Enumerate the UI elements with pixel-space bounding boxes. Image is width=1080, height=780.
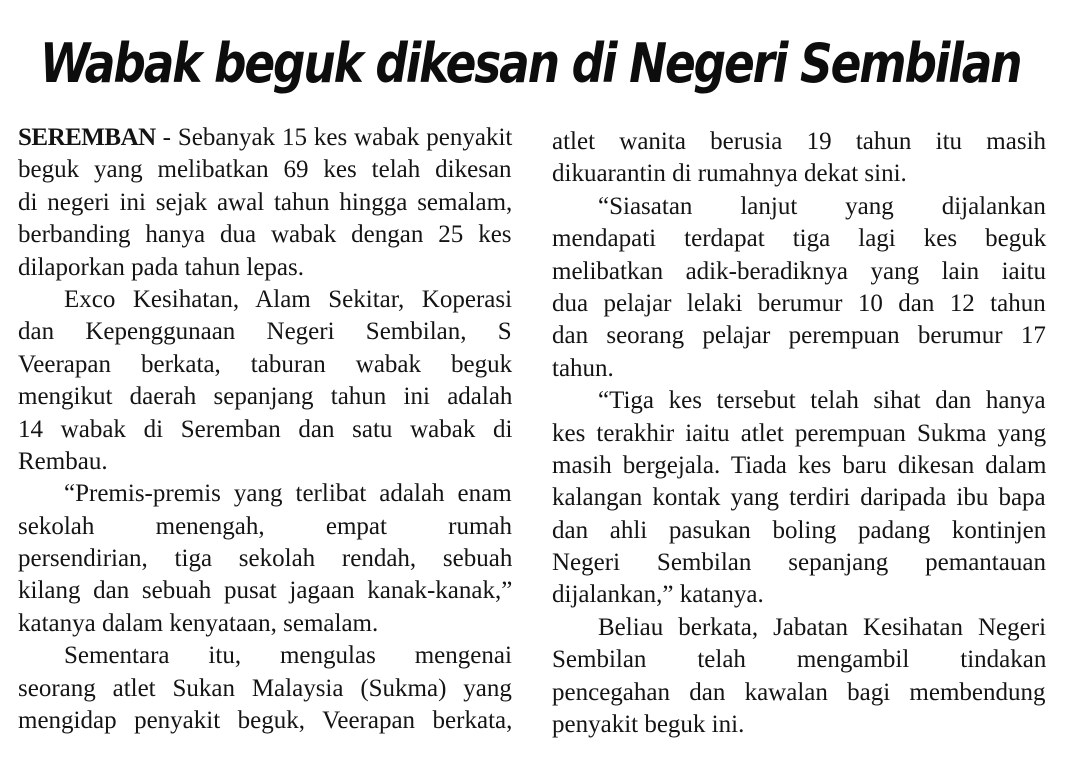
- article-line: tahun.: [552, 354, 614, 382]
- article-line: Rembau.: [18, 447, 108, 475]
- article-line: “Premis-premis yang terlibat adalah enam: [64, 480, 512, 508]
- article-line: “Siasatan lanjut yang dijalankan: [598, 192, 1046, 220]
- left-column: [18, 122, 512, 737]
- article-line: pencegahan dan kawalan bagi membendung: [552, 678, 1046, 706]
- article-line: dan seorang pelajar perempuan berumur 17: [552, 322, 1046, 350]
- article-line: mengikut daerah sepanjang tahun ini adalah: [18, 383, 513, 411]
- line-text: - Sebanyak 15 kes wabak penyakit: [155, 124, 513, 151]
- article-line: katanya dalam kenyataan, semalam.: [18, 609, 379, 637]
- article-line: kalangan kontak yang terdiri daripada ibu bapa: [552, 484, 1046, 512]
- article-line: beguk yang melibatkan 69 kes telah dikesan: [18, 156, 512, 184]
- article-line: Sembilan telah mengambil tindakan: [552, 646, 1047, 674]
- article-line: dan ahli pasukan boling padang kontinjen: [552, 516, 1047, 544]
- article-line: dua pelajar lelaki berumur 10 dan 12 tahun: [552, 289, 1046, 317]
- article-line: sekolah menengah, empat rumah: [18, 512, 513, 540]
- article-line: Beliau berkata, Jabatan Kesihatan Negeri: [598, 613, 1047, 641]
- article-line: dan Kepenggunaan Negeri Sembilan, S: [18, 318, 512, 346]
- article-line: “Tiga kes tersebut telah sihat dan hanya: [598, 387, 1046, 415]
- article-line: Veerapan berkata, taburan wabak beguk: [18, 350, 513, 378]
- article-line: mengidap penyakit beguk, Veerapan berkata,: [18, 707, 513, 735]
- article-line: kilang dan sebuah pusat jagaan kanak-kanak,”: [18, 577, 513, 605]
- headline: Wabak beguk dikesan di Negeri Sembilan: [40, 32, 1021, 95]
- article-line: Sementara itu, mengulas mengenai: [64, 642, 512, 670]
- article-line: dikuarantin di rumahnya dekat sini.: [552, 160, 907, 188]
- article-line: mendapati terdapat tiga lagi kes beguk: [552, 225, 1047, 253]
- article-line: 14 wabak di Seremban dan satu wabak di: [18, 415, 513, 443]
- article-line: masih bergejala. Tiada kes baru dikesan dalam: [552, 451, 1047, 479]
- article-line: kes terakhir iaitu atlet perempuan Sukma yang: [552, 419, 1047, 447]
- dateline: SEREMBAN: [18, 124, 156, 151]
- article-line: atlet wanita berusia 19 tahun itu masih: [552, 128, 1047, 155]
- article-line: penyakit beguk ini.: [552, 711, 745, 739]
- article-line: Exco Kesihatan, Alam Sekitar, Koperasi: [64, 285, 513, 313]
- article-line: di negeri ini sejak awal tahun hingga semalam,: [18, 188, 513, 216]
- article-line: persendirian, tiga sekolah rendah, sebuah: [18, 545, 513, 573]
- article-line: dijalankan,” katanya.: [552, 581, 764, 609]
- article-line: [18, 122, 512, 154]
- article-line: Negeri Sembilan sepanjang pemantauan: [552, 549, 1046, 577]
- article-line: melibatkan adik-beradiknya yang lain iaitu: [552, 257, 1047, 285]
- article-line: seorang atlet Sukan Malaysia (Sukma) yang: [18, 674, 512, 702]
- right-column: [552, 126, 1046, 741]
- article-line: berbanding hanya dua wabak dengan 25 kes: [18, 221, 512, 249]
- article-line: dilaporkan pada tahun lepas.: [18, 253, 305, 281]
